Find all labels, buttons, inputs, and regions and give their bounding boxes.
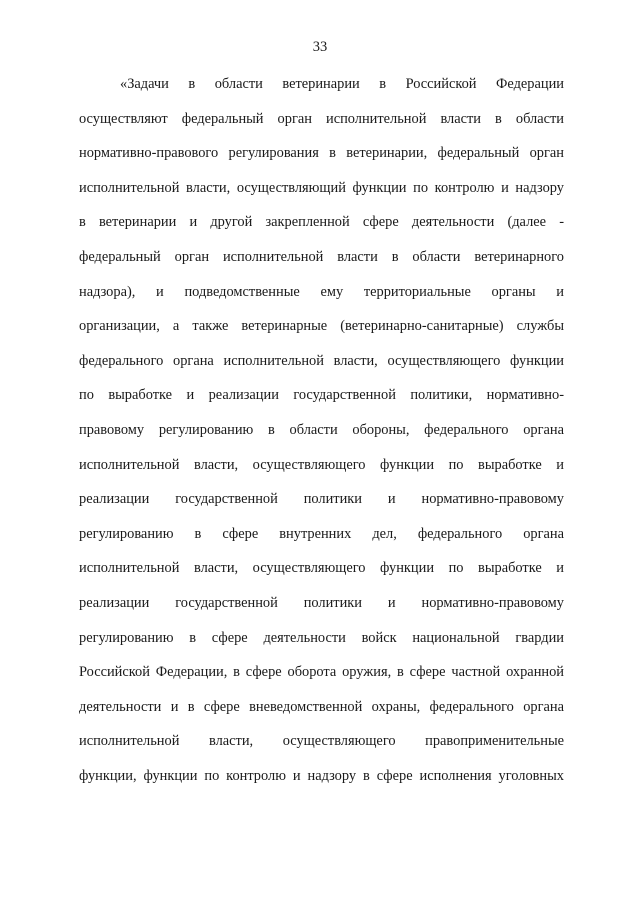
text-line: деятельности и в сфере вневедомственной охраны, федерального органа <box>79 698 564 715</box>
page-number: 33 <box>312 39 328 55</box>
text-line: по выработке и реализации государственной политики, нормативно- <box>79 387 564 404</box>
text-line: функции, функции по контролю и надзору в сфере исполнения уголовных <box>79 767 564 784</box>
text-line: в ветеринарии и другой закрепленной сфере деятельности (далее - <box>79 214 564 231</box>
text-line: Российской Федерации, в сфере оборота оружия, в сфере частной охранной <box>79 664 564 681</box>
text-line: реализации государственной политики и нормативно-правовому <box>79 594 564 611</box>
text-line: исполнительной власти, осуществляющего функции по выработке и <box>79 456 564 473</box>
text-line: правовому регулированию в области обороны, федерального органа <box>79 421 564 438</box>
text-line: исполнительной власти, осуществляющего функции по выработке и <box>79 560 564 577</box>
text-line: «Задачи в области ветеринарии в Российской Федерации <box>120 76 564 92</box>
text-line: надзора), и подведомственные ему территориальные органы и <box>79 283 564 300</box>
text-line: регулированию в сфере деятельности войск национальной гвардии <box>79 629 564 646</box>
document-body <box>79 74 564 800</box>
text-line: исполнительной власти, осуществляющий функции по контролю и надзору <box>79 179 564 196</box>
text-line: федерального органа исполнительной власти, осуществляющего функции <box>79 352 564 369</box>
text-line: исполнительной власти, осуществляющего правоприменительные <box>79 733 564 750</box>
text-line: федеральный орган исполнительной власти в области ветеринарного <box>79 248 564 265</box>
text-line: организации, а также ветеринарные (ветеринарно-санитарные) службы <box>79 318 564 335</box>
text-line: регулированию в сфере внутренних дел, федерального органа <box>79 525 564 542</box>
text-line: нормативно-правового регулирования в ветеринарии, федеральный орган <box>79 145 564 162</box>
text-line: осуществляют федеральный орган исполнительной власти в области <box>79 110 564 127</box>
text-line: реализации государственной политики и нормативно-правовому <box>79 491 564 508</box>
